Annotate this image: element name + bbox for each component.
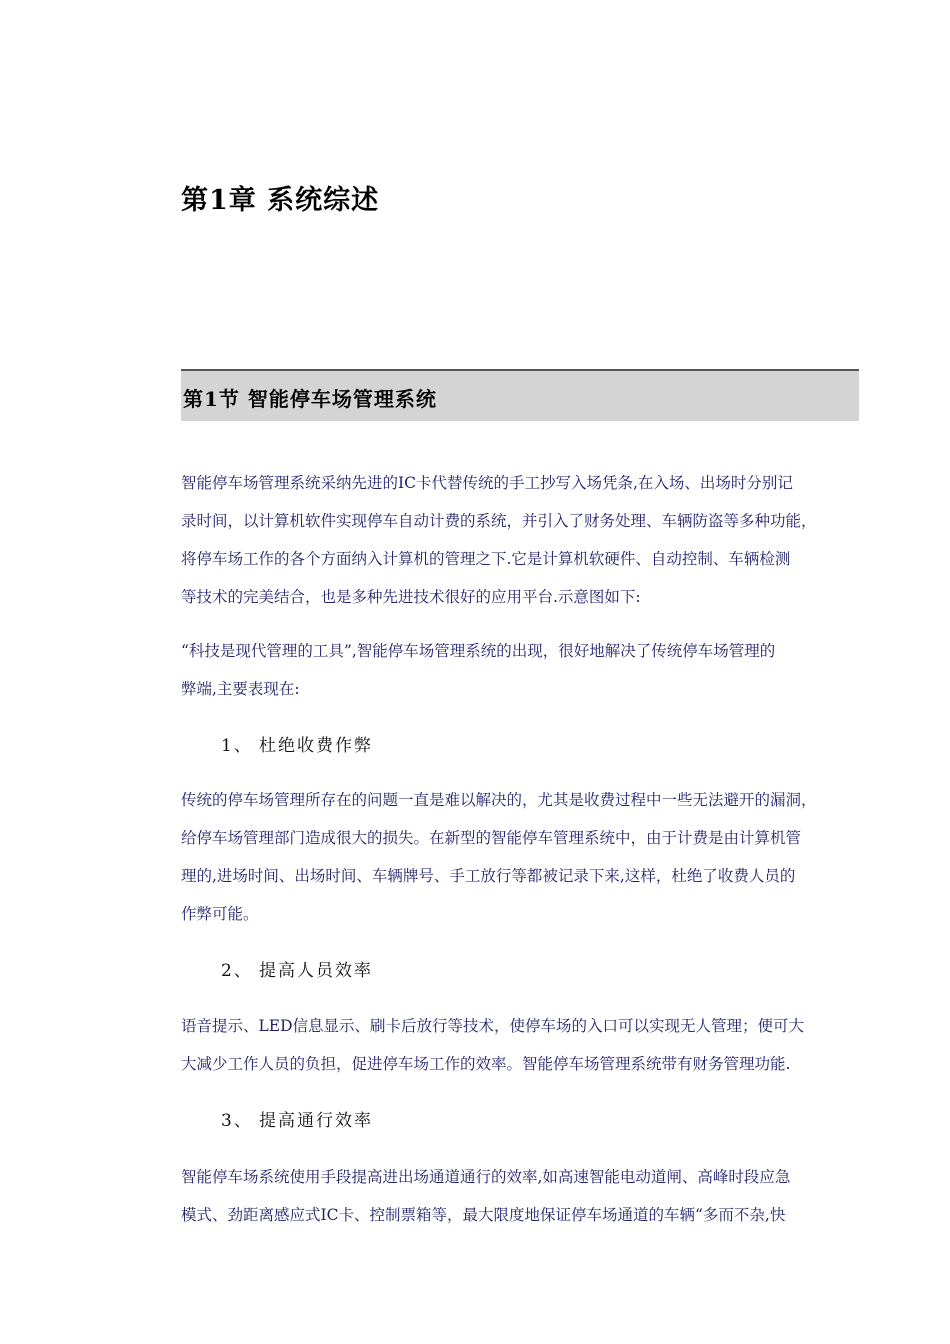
- paragraph-line: 等技术的完美结合，也是多种先进技术很好的应用平台.示意图如下:: [181, 588, 641, 606]
- paragraph-line: 理的,进场时间、出场时间、车辆牌号、手工放行等都被记录下来,这样，杜绝了收费人员的: [181, 867, 796, 885]
- section-title: 第1节 智能停车场管理系统: [183, 387, 437, 411]
- paragraph-line: 模式、劲距离感应式IC卡、控制票箱等，最大限度地保证停车场通道的车辆“多而不杂,快: [181, 1206, 786, 1224]
- list-item-title: 杜绝收费作弊: [259, 736, 373, 756]
- list-item-heading: [221, 956, 373, 981]
- paragraph-line: 智能停车场管理系统采纳先进的IC卡代替传统的手工抄写入场凭条,在入场、出场时分别记: [181, 474, 793, 492]
- list-item-number: 1、: [221, 736, 253, 756]
- paragraph-line: 将停车场工作的各个方面纳入计算机的管理之下.它是计算机软硬件、自动控制、车辆检测: [181, 550, 791, 568]
- paragraph-line: 语音提示、LED信息显示、刷卡后放行等技术，使停车场的入口可以实现无人管理；便可大: [181, 1017, 805, 1035]
- paragraph-line: 录时间，以计算机软件实现停车自动计费的系统，并引入了财务处理、车辆防盗等多种功能，: [181, 512, 817, 530]
- list-item-number: 3、: [221, 1111, 253, 1131]
- list-item-title: 提高人员效率: [259, 961, 373, 981]
- list-item-title: 提高通行效率: [259, 1111, 373, 1131]
- paragraph-line: 大减少工作人员的负担，促进停车场工作的效率。智能停车场管理系统带有财务管理功能.: [181, 1055, 791, 1073]
- paragraph-line: 给停车场管理部门造成很大的损失。在新型的智能停车管理系统中，由于计费是由计算机管: [181, 829, 802, 847]
- paragraph-line: 弊端,主要表现在:: [181, 680, 300, 698]
- list-item-heading: [221, 731, 373, 756]
- paragraph-line: 智能停车场系统使用手段提高进出场通道通行的效率,如高速智能电动道闸、高峰时段应急: [181, 1168, 791, 1186]
- paragraph-line: “科技是现代管理的工具”,智能停车场管理系统的出现，很好地解决了传统停车场管理的: [181, 642, 776, 660]
- section-header: [181, 369, 859, 421]
- item-paragraph: [181, 1013, 804, 1089]
- paragraph-line: 作弊可能。: [181, 905, 259, 923]
- item-paragraph: [181, 1164, 790, 1240]
- item-paragraph: [181, 787, 817, 939]
- list-item-heading: [221, 1106, 373, 1131]
- chapter-title: 第1章 系统综述: [181, 185, 380, 216]
- intro-paragraph: [181, 470, 817, 622]
- list-item-number: 2、: [221, 961, 253, 981]
- paragraph-line: 传统的停车场管理所存在的问题一直是难以解决的，尤其是收费过程中一些无法避开的漏洞，: [181, 791, 817, 809]
- quote-paragraph: [181, 638, 775, 714]
